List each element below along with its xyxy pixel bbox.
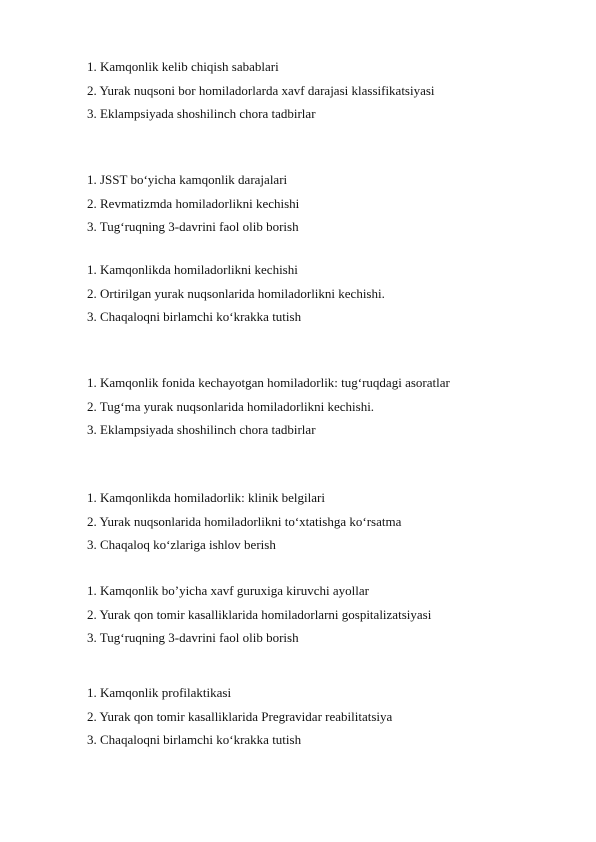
question-line: 2. Yurak nuqsoni bor homiladorlarda xavf darajasi klassifikatsiyasi [87,82,435,98]
question-line: 2. Yurak qon tomir kasalliklarida Pregravidar reabilitatsiya [87,708,393,724]
question-group-5 [87,486,567,557]
question-line: 1. Kamqonlik profilaktikasi [87,685,232,700]
question-line: 1. JSST bo‘yicha kamqonlik darajalari [87,172,288,187]
question-line: 2. Tug‘ma yurak nuqsonlarida homiladorlikni kechishi. [87,398,375,414]
question-line: 3. Tug‘ruqning 3-davrini faol olib borish [87,630,299,645]
question-line: 1. Kamqonlikda homiladorlikni kechishi [87,262,298,277]
question-group-7 [87,681,567,752]
question-group-1 [87,55,567,126]
question-line: 3. Eklampsiyada shoshilinch chora tadbirlar [87,422,316,437]
question-line: 3. Eklampsiyada shoshilinch chora tadbirlar [87,106,316,121]
question-line: 3. Chaqaloqni birlamchi ko‘krakka tutish [87,309,302,324]
question-line: 1. Kamqonlik kelib chiqish sabablari [87,59,279,74]
question-line: 1. Kamqonlik bo’yicha xavf guruxiga kiruvchi ayollar [87,583,369,598]
question-line: 2. Ortirilgan yurak nuqsonlarida homiladorlikni kechishi. [87,285,385,301]
question-line: 2. Yurak nuqsonlarida homiladorlikni to‘xtatishga ko‘rsatma [87,513,402,529]
question-group-4 [87,371,567,442]
question-line: 3. Chaqaloqni birlamchi ko‘krakka tutish [87,732,302,747]
question-group-2 [87,168,567,239]
question-line: 3. Tug‘ruqning 3-davrini faol olib borish [87,219,299,234]
question-group-3 [87,258,567,329]
question-line: 2. Revmatizmda homiladorlikni kechishi [87,195,300,211]
question-line: 2. Yurak qon tomir kasalliklarida homiladorlarni gospitalizatsiyasi [87,606,432,622]
question-line: 1. Kamqonlik fonida kechayotgan homiladorlik: tug‘ruqdagi asoratlar [87,375,450,390]
question-line: 3. Chaqaloq ko‘zlariga ishlov berish [87,537,276,552]
question-line: 1. Kamqonlikda homiladorlik: klinik belgilari [87,490,325,505]
question-group-6 [87,579,567,650]
